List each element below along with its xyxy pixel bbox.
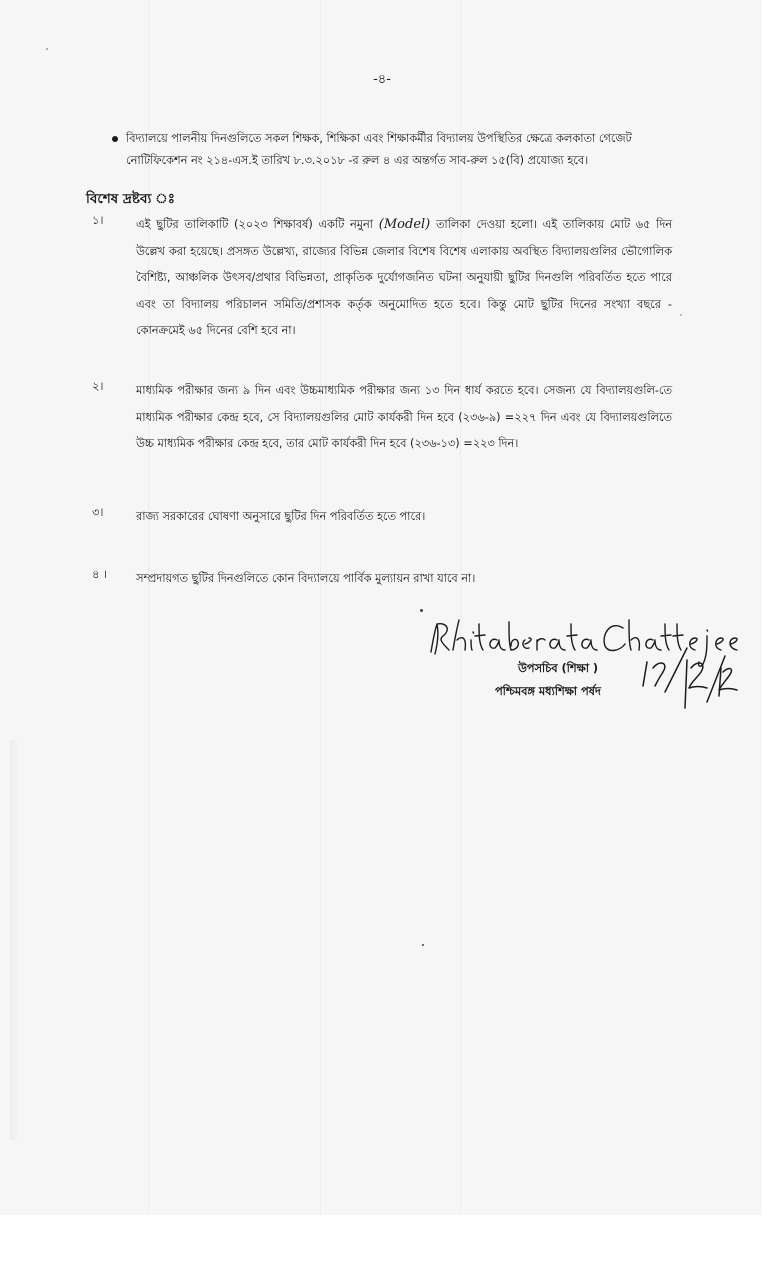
note-item bbox=[92, 504, 672, 531]
signatory-designation: উপসচিব (শিক্ষা ) bbox=[518, 662, 599, 675]
note-emphasis: (Model) bbox=[378, 217, 431, 232]
scan-line bbox=[320, 0, 321, 1215]
scan-speck bbox=[420, 609, 423, 612]
bullet-icon bbox=[112, 136, 118, 142]
note-text: রাজ্য সরকারের ঘোষণা অনুসারে ছুটির দিন পরিবর্তিত হতে পারে। bbox=[136, 510, 426, 523]
note-item bbox=[92, 212, 672, 345]
page-number: -৪- bbox=[373, 72, 391, 87]
note-number: ৪ । bbox=[92, 568, 107, 581]
note-item bbox=[92, 566, 672, 593]
note-text: মাধ্যমিক পরীক্ষার জন্য ৯ দিন এবং উচ্চমাধ্যমিক পরীক্ষার জন্য ১৩ দিন ধার্য করতে হবে। সেজন্য যে বিদ্যালয়গুলি-তে মাধ্যমিক পরীক্ষার কেন্দ্র হবে, সে বিদ্যালয়গুলির মোট কার্যকরী দিন হবে (২৩৬-৯) =২২৭ দিন এবং যে বিদ্যালয়গুলিতে উচ্চ মাধ্যমিক পরীক্ষার কেন্দ্র হবে, তার মোট কার্যকরী দিন হবে (২৩৬-১৩) =২২৩ দিন। bbox=[136, 384, 672, 450]
bullet-text: বিদ্যালয়ে পালনীয় দিনগুলিতে সকল শিক্ষক, শিক্ষিকা এবং শিক্ষাকর্মীর বিদ্যালয় উপস্থিতির ক্ষেত্রে কলকাতা গেজেট নোটিফিকেশন নং ২১৪-এস.ই তারিখ ৮.৩.২০১৮ -র রুল ৪ এর অন্তর্গত সাব-রুল ১৫(বি) প্রযোজ্য হবে। bbox=[126, 132, 632, 167]
signatory-office: পশ্চিমবঙ্গ মধ্যশিক্ষা পর্ষদ bbox=[495, 685, 601, 698]
note-number: ১। bbox=[92, 214, 104, 227]
note-number: ২। bbox=[92, 380, 104, 393]
signature-block bbox=[425, 610, 755, 730]
note-number: ৩। bbox=[92, 506, 104, 519]
note-item bbox=[92, 378, 672, 458]
scan-line bbox=[460, 0, 461, 1215]
scan-speck bbox=[422, 944, 424, 946]
scan-speck bbox=[46, 48, 48, 50]
note-text-part: এই ছুটির তালিকাটি (২০২৩ শিক্ষাবর্ষ) একটি নমুনা bbox=[136, 218, 379, 231]
scan-speck bbox=[680, 314, 682, 316]
scan-line bbox=[148, 0, 149, 1215]
note-text: সম্প্রদায়গত ছুটির দিনগুলিতে কোন বিদ্যালয়ে পার্বিক মুল্যায়ন রাখা যাবে না। bbox=[136, 572, 476, 585]
note-text bbox=[136, 212, 672, 345]
attendance-bullet bbox=[112, 128, 672, 172]
note-text-part: তালিকা দেওয়া হলো। এই তালিকায় মোট ৬৫ দিন উল্লেখ করা হয়েছে। প্রসঙ্গত উল্লেখ্য, রাজ্যের বিভিন্ন জেলার বিশেষ বিশেষ এলাকায় অবস্থিত বিদ্যালয়গুলির ভৌগোলিক বৈশিষ্ট্য, আঞ্চলিক উৎসব/প্রথার বিভিন্নতা, প্রাকৃতিক দুর্যোগজনিত ঘটনা অনুযায়ী ছুটির দিনগুলি পরিবর্তিত হতে পারে এবং তা বিদ্যালয় পরিচালন সমিতি/প্রশাসক কর্তৃক অনুমোদিত হতে হবে। কিন্তু মোট ছুটির দিনের সংখ্যা বছরে - কোনক্রমেই ৬৫ দিনের বেশি হবে না। bbox=[136, 218, 673, 337]
special-notes-heading: বিশেষ দ্রষ্টব্য ঃ bbox=[86, 191, 176, 207]
